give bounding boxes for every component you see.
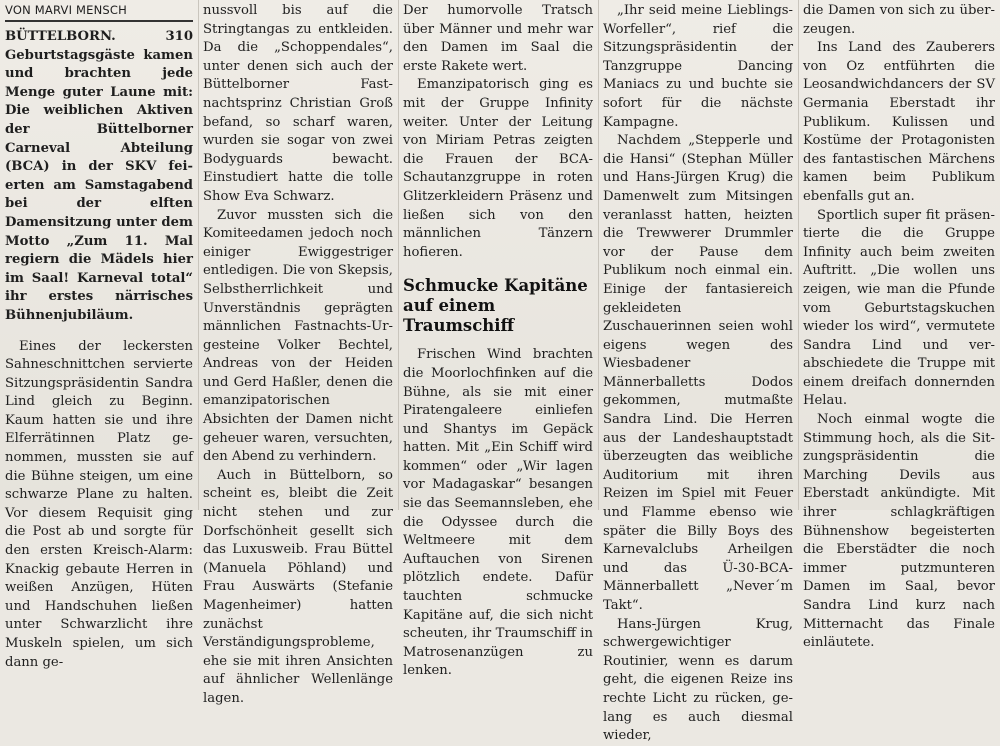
column-1 — [0, 0, 198, 670]
body-paragraph: die Damen von sich zu überzeugen. — [803, 3, 995, 37]
body-paragraph: Sportlich super fit präsentierte die die Gruppe Infinity auch beim zweiten Auftritt. „Die wollen uns zeigen, wie man die Pfunde vom Geburtstagskuchen wieder los wird“, vermutete Sandra Lind und verabschiedete die Truppe mit einem dreifach donnernden Helau. — [803, 207, 995, 409]
column-3 — [398, 0, 598, 679]
column-2 — [198, 0, 398, 706]
body-paragraph: Ins Land des Zauberers von Oz entführten die Leosandwichdancers der SV Germania Eberstadt ihr Publikum. Kulissen und Kostüme der Protagonisten des fantastischen Märchens kamen beim Publikum ebenfalls gut an. — [803, 40, 995, 204]
body-paragraph: Auch in Büttelborn, so scheint es, bleibt die Zeit nicht stehen und zur Dorfschönheit gesellt sich das Luxusweib. Frau Büttel (Manuela Pöhland) und Frau Auswärts (Stefanie Magenheimer) hatten zunächst Verständigungsprobleme, ehe sie mit ihren Ansichten auf ähnlicher Wellenlänge lagen. — [203, 467, 393, 706]
body-paragraph: Emanzipatorisch ging es mit der Gruppe Infinity weiter. Unter der Leitung von Miriam Petras zeigten die Frauen der BCA-Schautanzgruppe in roten Glitzerkleidern Präsenz und ließen sich von den männlichen Tänzern hofieren. — [403, 77, 593, 260]
body-paragraph: nussvoll bis auf die Stringtangas zu entkleiden. Da die „Schoppendales“, unter denen sich auch der Büttelborner Fastnachtsprinz Christian Groß befand, so scharf waren, wurden sie sogar von zwei Bodyguards bewacht. Einstudiert hatte die tolle Show Eva Schwarz. — [203, 3, 393, 204]
byline: VON MARVI MENSCH — [5, 2, 193, 22]
body-paragraph: Zuvor mussten sich die Komiteedamen jedoch noch einiger Ewiggestriger entledigen. Die von Skepsis, Selbstherrlichkeit und Unverständnis geprägten männlichen Fastnachts-Urgesteine Volker Bechtel, Andreas von der Heiden und Gerd Haßler, denen die emanzipatorischen Absichten der Damen nicht geheuer waren, versuchten, den Abend zu verhindern. — [203, 207, 393, 465]
body-paragraph: Noch einmal wogte die Stimmung hoch, als die Sitzungspräsidentin die Marching Devils aus Eberstadt ankündigte. Mit ihrer schlagkräftigen Bühnenshow begeisterten die Eberstädter die noch immer putzmunteren Damen im Saal, bevor Sandra Lind kurz nach Mitternacht das Finale einläutete. — [803, 412, 995, 651]
column-5 — [798, 0, 1000, 651]
body-paragraph: Nachdem „Stepperle und die Hansi“ (Stephan Müller und Hans-Jürgen Krug) die Damenwelt zum Mitsingen veranlasst hatten, heizten die Trewwerer Drummler vor der Pause dem Publikum noch einmal ein. Einige der fantasiereich gekleideten Zuschauerinnen seien wohl eigens wegen des Wiesbadener Männerballetts Dodos gekommen, mutmaßte Sandra Lind. Die Herren aus der Landeshauptstadt überzeugten das weibliche Auditorium mit ihren Reizen im Spiel mit Feuer und Flamme ebenso wie später die Billy Boys des Karnevalclubs Arheilgen und das Ü-30-BCA-Männerballett „Never´m Takt“. — [603, 133, 793, 613]
body-paragraph: „Ihr seid meine Lieblings-Worfeller“, rief die Sitzungspräsidentin der Tanzgruppe Dancing Maniacs zu und buchte sie sofort für die nächste Kampagne. — [603, 3, 793, 130]
column-4 — [598, 0, 798, 744]
subheading: Schmucke Kapitäne auf einem Traumschiff — [403, 276, 588, 336]
body-paragraph: Frischen Wind brachten die Moorlochfinken auf die Bühne, als sie mit einer Piratengaleere einliefen und Shantys im Gepäck hatten. Mit „Ein Schiff wird kommen“ oder „Wir lagen vor Madagaskar“ besangen sie das Seemannsleben, ehe die Odyssee durch die Weltmeere mit dem Auftauchen von Sirenen plötzlich endete. Dafür tauchten schmucke Kapitäne auf, die sich nicht scheuten, ihr Traumschiff in Matrosenanzügen zu lenken. — [403, 347, 593, 679]
body-paragraph: Hans-Jürgen Krug, schwergewichtiger Routinier, wenn es darum geht, die eigenen Reize ins rechte Licht zu rücken, gelang es auch diesmal wieder, — [603, 616, 793, 744]
body-paragraph: Eines der leckersten Sahneschnittchen servierte Sitzungspräsidentin Sandra Lind gleich zu Beginn. Kaum hatten sie und ihre Elferrätinnen Platz genommen, mussten sie auf die Bühne steigen, um eine schwarze Plane zu halten. Vor diesem Requisit ging die Post ab und sorgte für den ersten Kreisch-Alarm: Knackig gebaute Herren in weißen Anzügen, Hüten und Handschuhen ließen unter Schwarzlicht ihre Muskeln spielen, um sich dann ge- — [5, 338, 193, 670]
lead-paragraph: BÜTTELBORN. 310 Geburtstagsgäste kamen und brachten jede Menge guter Laune mit: Die weiblichen Aktiven der Büttelborner Carneval Abteilung (BCA) in der SKV feierten am Samstagabend bei der elften Damensitzung unter dem Motto „Zum 11. Mal regiern die Mädels hier im Saal! Karneval total“ ihr erstes närrisches Bühnenjubiläum. — [5, 29, 193, 323]
body-paragraph: Der humorvolle Tratsch über Männer und mehr war den Damen im Saal die erste Rakete wert. — [403, 3, 593, 74]
